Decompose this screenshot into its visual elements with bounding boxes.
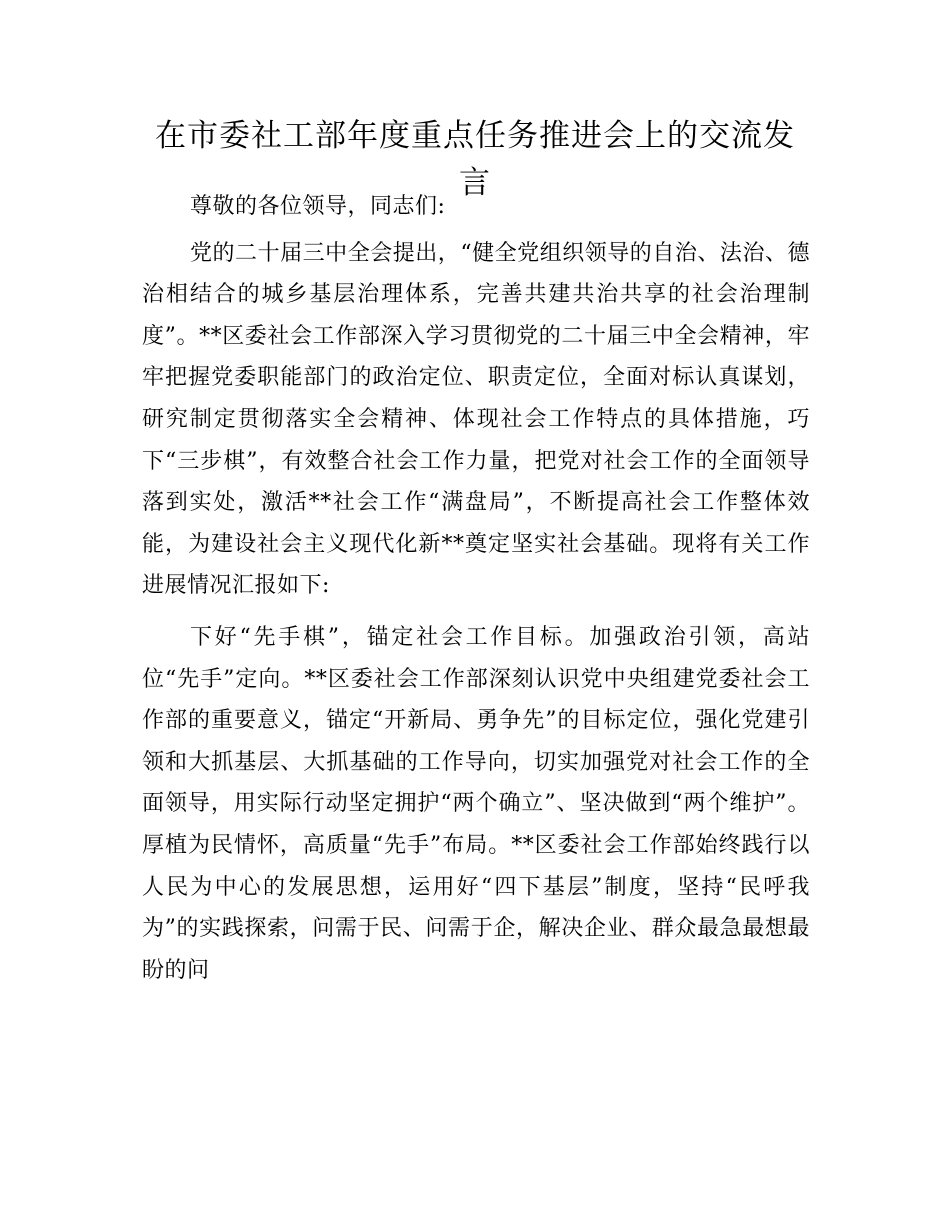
paragraph-first-move: 下好“先手棋”，锚定社会工作目标。加强政治引领，高站位“先手”定向。**区委社会工作部深刻认识党中央组建党委社会工作部的重要意义，锚定“开新局、勇争先”的目标定位，强化党建引领和大抓基层、大抓基础的工作导向，切实加强党对社会工作的全面领导，用实际行动坚定拥护“两个确立”、坚决做到“两个维护”。厚植为民情怀，高质量“先手”布局。**区委社会工作部始终践行以人民为中心的发展思想，运用好“四下基层”制度，坚持“民呼我为”的实践探索，问需于民、问需于企，解决企业、群众最急最想最盼的问 [142, 624, 810, 983]
document-body [142, 186, 810, 991]
paragraph-intro: 党的二十届三中全会提出，“健全党组织领导的自治、法治、德治相结合的城乡基层治理体系，完善共建共治共享的社会治理制度”。**区委社会工作部深入学习贯彻党的二十届三中全会精神，牢牢把握党委职能部门的政治定位、职责定位，全面对标认真谋划，研究制定贯彻落实全会精神、体现社会工作特点的具体措施，巧下“三步棋”，有效整合社会工作力量，把党对社会工作的全面领导落到实处，激活**社会工作“满盘局”，不断提高社会工作整体效能，为建设社会主义现代化新**奠定坚实社会基础。现将有关工作进展情况汇报如下: [142, 240, 810, 599]
salutation: 尊敬的各位领导，同志们: [190, 194, 446, 219]
document-title: 在市委社工部年度重点任务推进会上的交流发言 [155, 118, 795, 201]
